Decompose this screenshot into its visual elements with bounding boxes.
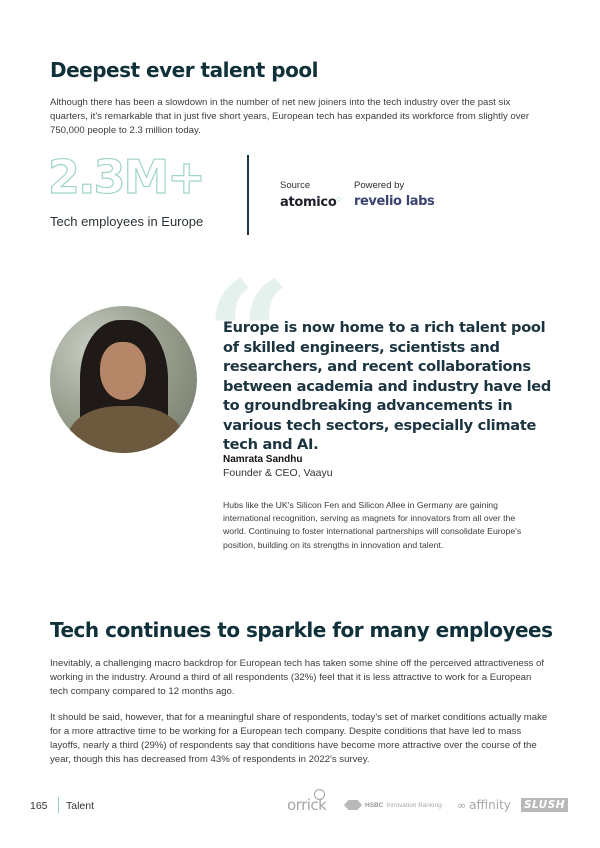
stat-divider (247, 155, 249, 235)
pull-quote: Europe is now home to a rich talent pool of skilled engineers, scientists and researchers, and recent collaborations between academia and industry have led to groundbreaking advancements in various tech sectors, especially climate tech and AI. (223, 319, 552, 453)
stat-value: 2.3M+ (48, 150, 204, 204)
section-title-sparkle: Tech continues to sparkle for many employees (50, 618, 553, 642)
sparkle-paragraph-1: Inevitably, a challenging macro backdrop for European tech has taken some shine off the perceived attractiveness of working in the industry. Around a third of all respondents (32%) feel that it is less attractive to work for a European tech company compared to 12 months ago. (50, 658, 545, 697)
atomico-logo (280, 195, 341, 210)
revelio-labs-logo: revelio labs (354, 194, 435, 209)
portrait-body (68, 406, 183, 453)
sparkle-paragraph-2: It should be said, however, that for a meaningful share of respondents, today's set of market conditions actually make for a more attractive time to be working for a European tech company. Despite conditions that have led to mass layoffs, nearly a third (29%) of respondents say that conditions have become more attractive over the course of the year, though this has decreased from 43% of respondents in 2022's survey. (50, 712, 548, 765)
slush-logo: SLUSH (521, 798, 568, 812)
powered-by-label: Powered by (354, 180, 405, 191)
footer-section-name: Talent (66, 800, 95, 812)
portrait-face (100, 342, 146, 400)
affinity-logo-text: affinity (469, 798, 511, 812)
source-label: Source (280, 180, 311, 191)
quote-mark-icon: “ (205, 249, 292, 425)
page-number: 165 (30, 800, 48, 812)
hsbc-innovation-banking-logo (344, 800, 442, 810)
affinity-logo (457, 798, 511, 812)
hsbc-logo-text: Innovation Banking (386, 801, 442, 809)
quote-author-role: Founder & CEO, Vaayu (223, 467, 333, 479)
hsbc-logo-bold: HSBC (365, 801, 384, 809)
footer-separator (58, 797, 59, 813)
atomico-logo-text: atomico (280, 195, 337, 210)
hsbc-hexagon-icon (344, 800, 362, 810)
talent-pool-paragraph: Although there has been a slowdown in the number of net new joiners into the tech industry over the past six quarters, it's remarkable that in just five short years, European tech has expanded its workforce from slightly over 750,000 people to 2.3 million today. (50, 97, 530, 136)
stat-label: Tech employees in Europe (50, 214, 204, 229)
affinity-loops-icon: ∞ (457, 798, 467, 812)
registered-mark-icon: ○ (336, 196, 341, 203)
author-portrait (50, 306, 197, 453)
orrick-logo: orrick (287, 796, 327, 814)
quote-followup-paragraph: Hubs like the UK's Silicon Fen and Silicon Allee in Germany are gaining international recognition, serving as magnets for innovators from all over the world. Continuing to foster international partnerships will consolidate Europe's position, building on its strengths in innovation and talent. (223, 500, 522, 550)
quote-author: Namrata Sandhu (223, 454, 303, 465)
section-title-talent-pool: Deepest ever talent pool (50, 58, 318, 82)
